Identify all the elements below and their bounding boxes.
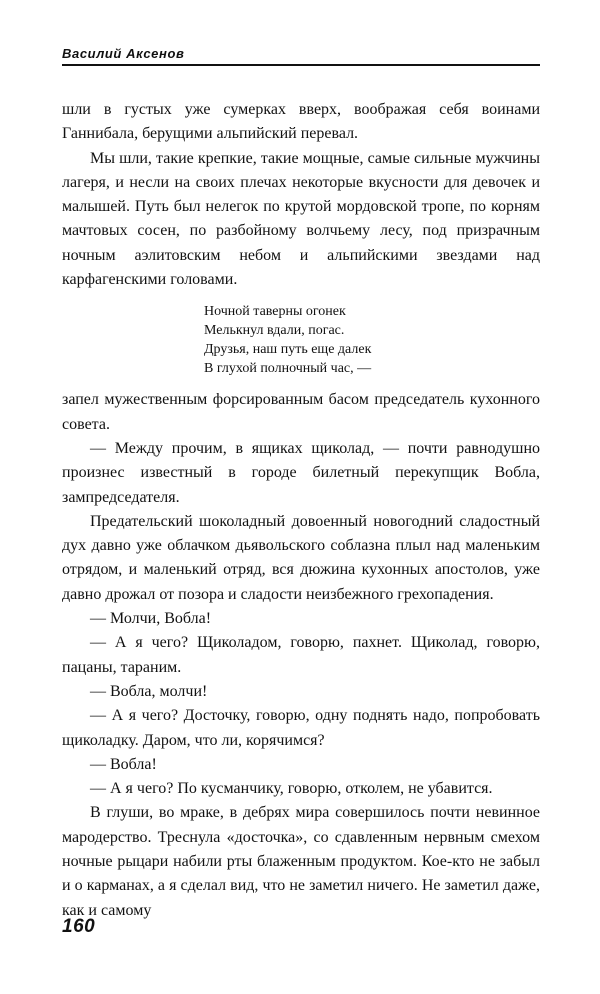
page-number: 160 (62, 916, 96, 937)
dialogue-line: — Вобла, молчи! (90, 682, 208, 700)
dialogue-line: — Вобла! (90, 755, 157, 773)
paragraph: запел мужественным форсированным басом председатель кухонного совета. (62, 391, 540, 433)
body-text (62, 98, 540, 923)
verse-line: Мелькнул вдали, погас. (204, 323, 345, 339)
dialogue-line: — Между прочим, в ящиках щиколад, — почти равнодушно произнес известный в городе билетный перекупщик Вобла, зампредседателя. (62, 439, 540, 506)
running-head: Василий Аксенов (62, 46, 540, 66)
dialogue-line: — Молчи, Вобла! (90, 610, 212, 628)
verse-line: Ночной таверны огонек (204, 304, 346, 320)
book-page (62, 46, 540, 923)
paragraph: Предательский шоколадный довоенный новогодний сладостный дух давно уже облачком дьявольского соблазна плыл над маленьким отрядом, и маленький отряд, вся дюжина кухонных апостолов, уже давно дрожал от позора и сладости неизбежного грехопадения. (62, 512, 540, 603)
paragraph: Мы шли, такие крепкие, такие мощные, самые сильные мужчины лагеря, и несли на своих плечах некоторые вкусности для девочек и малышей. Путь был нелегок по крутой мордовской тропе, по корням мачтовых сосен, по разбойному волчьему лесу, под призрачным ночным аэлитовским небом и альпийскими звездами над карфагенскими головами. (62, 149, 540, 289)
paragraph: В глуши, во мраке, в дебрях мира совершилось почти невинное мародерство. Треснула «досточка», со сдавленным нервным смехом ночные рыцари набили рты блаженным продуктом. Кое-кто не забыл и о карманах, а я сделал вид, что не заметил ничего. Не заметил даже, как и самому (62, 804, 540, 919)
paragraph: шли в густых уже сумерках вверх, воображая себя воинами Ганнибала, берущими альпийский перевал. (62, 101, 540, 143)
dialogue-line: — А я чего? Щиколадом, говорю, пахнет. Щиколад, говорю, пацаны, тараним. (62, 634, 540, 676)
verse-line: Друзья, наш путь еще далек (204, 342, 372, 358)
verse-line: В глухой полночный час, — (204, 361, 372, 377)
dialogue-line: — А я чего? По кусманчику, говорю, отколем, не убавится. (90, 780, 493, 798)
dialogue-line: — А я чего? Досточку, говорю, одну поднять надо, попробовать щиколадку. Даром, что ли, корячимся? (62, 707, 540, 749)
verse-block (204, 302, 540, 378)
